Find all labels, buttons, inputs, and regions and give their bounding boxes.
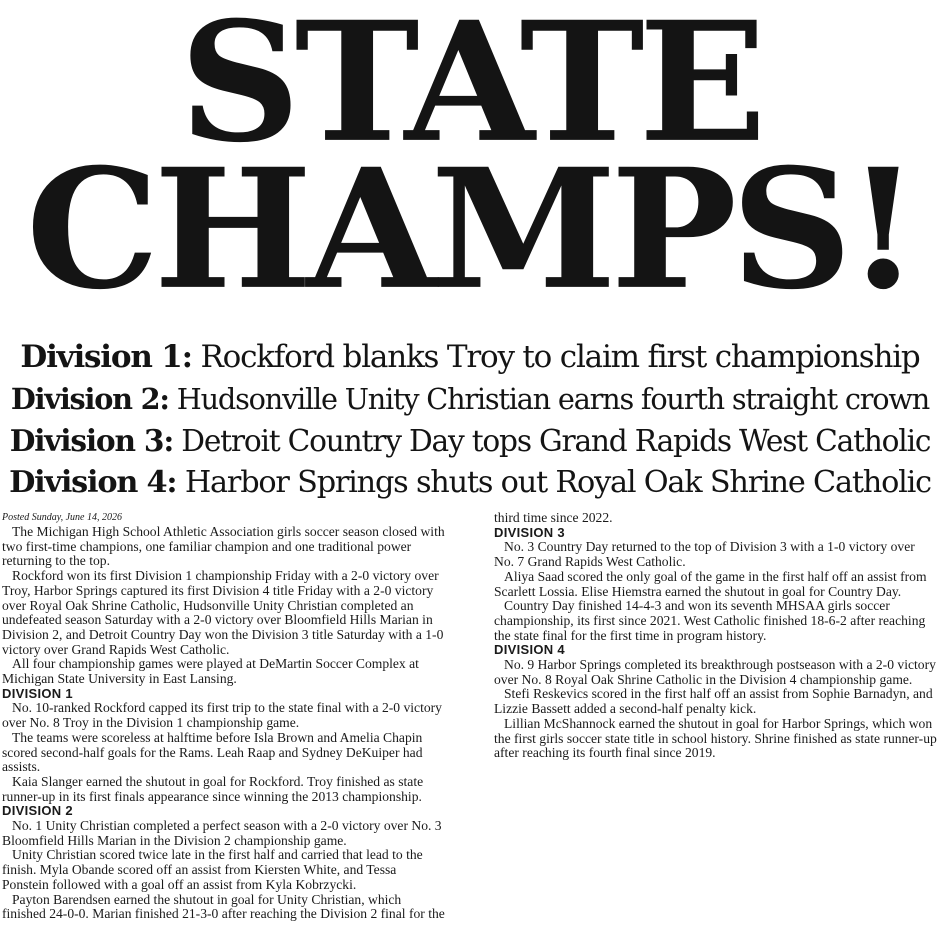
section-heading-division-1: DIVISION 1 [2,685,73,701]
deck-division-1 [0,336,940,378]
deck-division-4 [0,462,940,504]
headline-line-1: STATE [179,0,761,180]
article-paragraph: Rockford won its first Division 1 championship Friday with a 2-0 victory over Troy, Harbor Springs captured its first Division 4 title Friday with a 2-0 victory over Royal Oak Shrine Catholic, Hudsonville Unity Christian completed an undefeated season Saturday with a 2-0 victory over Bloomfield Hills Marian in Division 2, and Detroit Country Day won the Division 3 title Saturday with a 1-0 victory over Grand Rapids West Catholic. [2,568,444,657]
article-paragraph: The teams were scoreless at halftime before Isla Brown and Amelia Chapin scored second-half goals for the Rams. Leah Raap and Sydney DeKuiper had assists. [2,729,423,775]
article-paragraph: Lillian McShannock earned the shutout in goal for Harbor Springs, which won the first girls soccer state title in school history. Shrine finished as state runner-up after reaching its fourth final since 2019. [494,715,937,761]
article-paragraph: No. 1 Unity Christian completed a perfect season with a 2-0 victory over No. 3 Bloomfield Hills Marian in the Division 2 championship game. [2,818,442,848]
article-paragraph: Country Day finished 14-4-3 and won its seventh MHSAA girls soccer championship, its first since 2021. West Catholic finished 18-6-2 after reaching the state final for the first time in program history. [494,598,926,643]
deck-division-3 [0,420,940,462]
deck-text: Hudsonville Unity Christian earns fourth straight crown [168,382,930,416]
posted-date: Posted Sunday, June 14, 2026 [2,512,122,523]
deck-text: Harbor Springs shuts out Royal Oak Shrine Catholic [176,465,931,500]
deck-label: Division 4: [9,465,177,500]
deck-division-2 [0,378,940,420]
section-heading-division-4: DIVISION 4 [494,642,565,658]
section-heading-division-2: DIVISION 2 [2,803,73,819]
article-paragraph: No. 9 Harbor Springs completed its breakthrough postseason with a 2-0 victory over No. 8 Royal Oak Shrine Catholic in the Division 4 championship game. [494,657,936,687]
article-body [2,511,938,929]
article-paragraph: Unity Christian scored twice late in the first half and carried that lead to the finish. Myla Obande scored off an assist from Kiersten White, and Tessa Ponstein followed with a goal off an assist from Kyla Kobrzycki. [2,847,423,892]
article-paragraph: The Michigan High School Athletic Association girls soccer season closed with two first-time champions, one familiar champion and one traditional power returning to the top. [2,524,445,569]
deck-label: Division 1: [20,339,192,375]
article-paragraph: All four championship games were played at DeMartin Soccer Complex at Michigan State University in East Lansing. [2,656,419,687]
deck-label: Division 3: [9,423,174,458]
article-paragraph: Stefi Reskevics scored in the first half off an assist from Sophie Barnadyn, and Lizzie Bassett added a second-half penalty kick. [494,686,933,717]
deck-text: Rockford blanks Troy to claim first championship [191,339,920,375]
article-paragraph: Kaia Slanger earned the shutout in goal for Rockford. Troy finished as state runner-up in its first finals appearance since winning the 2013 championship. [2,773,424,804]
deck-headlines [0,336,940,504]
article-paragraph: No. 3 Country Day returned to the top of Division 3 with a 1-0 victory over No. 7 Grand Rapids West Catholic. [494,539,915,570]
article-paragraph: Aliya Saad scored the only goal of the game in the first half off an assist from Scarlett Lossia. Elise Hiemstra earned the shutout in goal for Country Day. [494,568,927,599]
headline-line-2: CHAMPS! [25,131,915,327]
deck-label: Division 2: [10,382,169,416]
article-paragraph: No. 10-ranked Rockford capped its first trip to the state final with a 2-0 victory over No. 8 Troy in the Division 1 championship game. [2,700,442,731]
article-paragraph: Payton Barendsen earned the shutout in goal for Unity Christian, which finished 24-0-0. Marian finished 21-3-0 after reaching the Division 2 final for the third time since 2022. [2,510,613,922]
deck-text: Detroit Country Day tops Grand Rapids West Catholic [173,423,931,458]
section-heading-division-3: DIVISION 3 [494,524,565,540]
